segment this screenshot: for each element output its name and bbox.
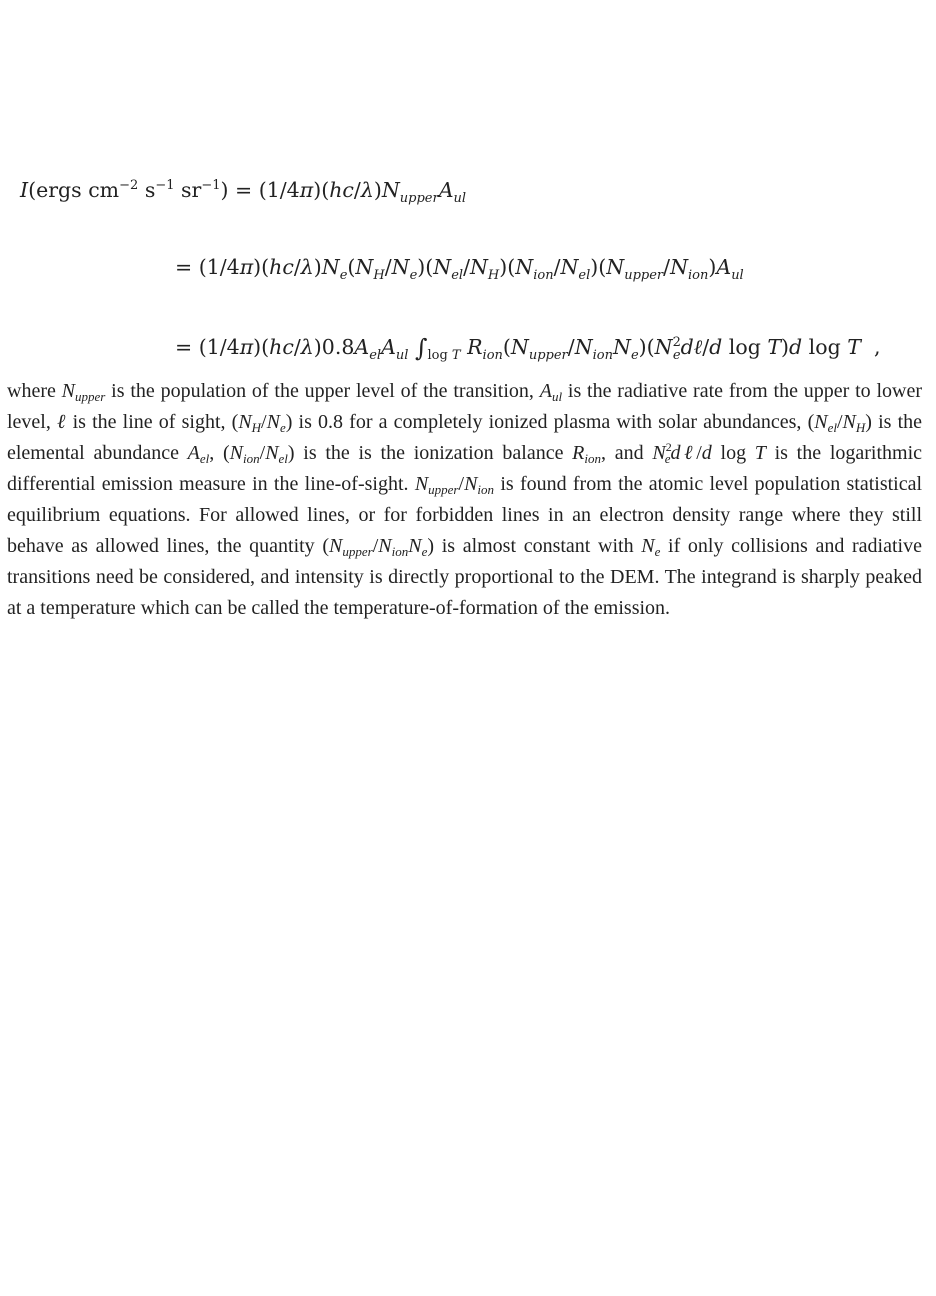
- body-paragraph: where $N_{upper}$ is the population of the upper level of the transition, $A_{ul}$ is the radiative rate from the upper to lower level, ℓ is the line of sight, $(N_H/N_e)$ is 0.8 for a completely ionized plasma with solar abundances, $(N_{el}/N_H)$ is the elemental abundance $A_{el}$, $(N_{ion}/N_{el})$ is the is the ionization balance $R_{ion}$, and $N^2_ed\ell/d$ log T is the logarithmic differential emission measure in the line-of-sight. $N_{upper}/N_{ion}$ is found from the atomic level population statistical equilibrium equations. For allowed lines, or for forbidden lines in an electron density range where they still behave as allowed lines, the quantity $(N_{upper}/N_{ion}N_e)$ is almost constant with $N_e$ if only collisions and radiative transitions need be considered, and intensity is directly proportional to the DEM. The integrand is sharply peaked at a temperature which can be called the temperature-of-formation of the emission.: [7, 380, 923, 619]
- equation-line-2: = $(1/4\pi)(hc/\lambda)N_e(N_H/N_e)(N_{el}/N_H)(N_{ion}/N_{el})(N_{upper}/N_{ion})A_{ul}$: [175, 255, 744, 283]
- equation-line-3: = $(1/4\pi)(hc/\lambda)0.8A_{el}A_{ul}$ $\int_{log T}$ $R_{ion}(N_{upper}/N_{ion}N_e)(N^2_ed\ell/d$ log T)d log T ,: [175, 334, 881, 363]
- equation-line-1: I(ergs $cm^{-2}$ $s^{-1}$ $sr^{-1}) = (1/4\pi)(hc/\lambda)N_{upper}A_{ul}$: [20, 178, 467, 206]
